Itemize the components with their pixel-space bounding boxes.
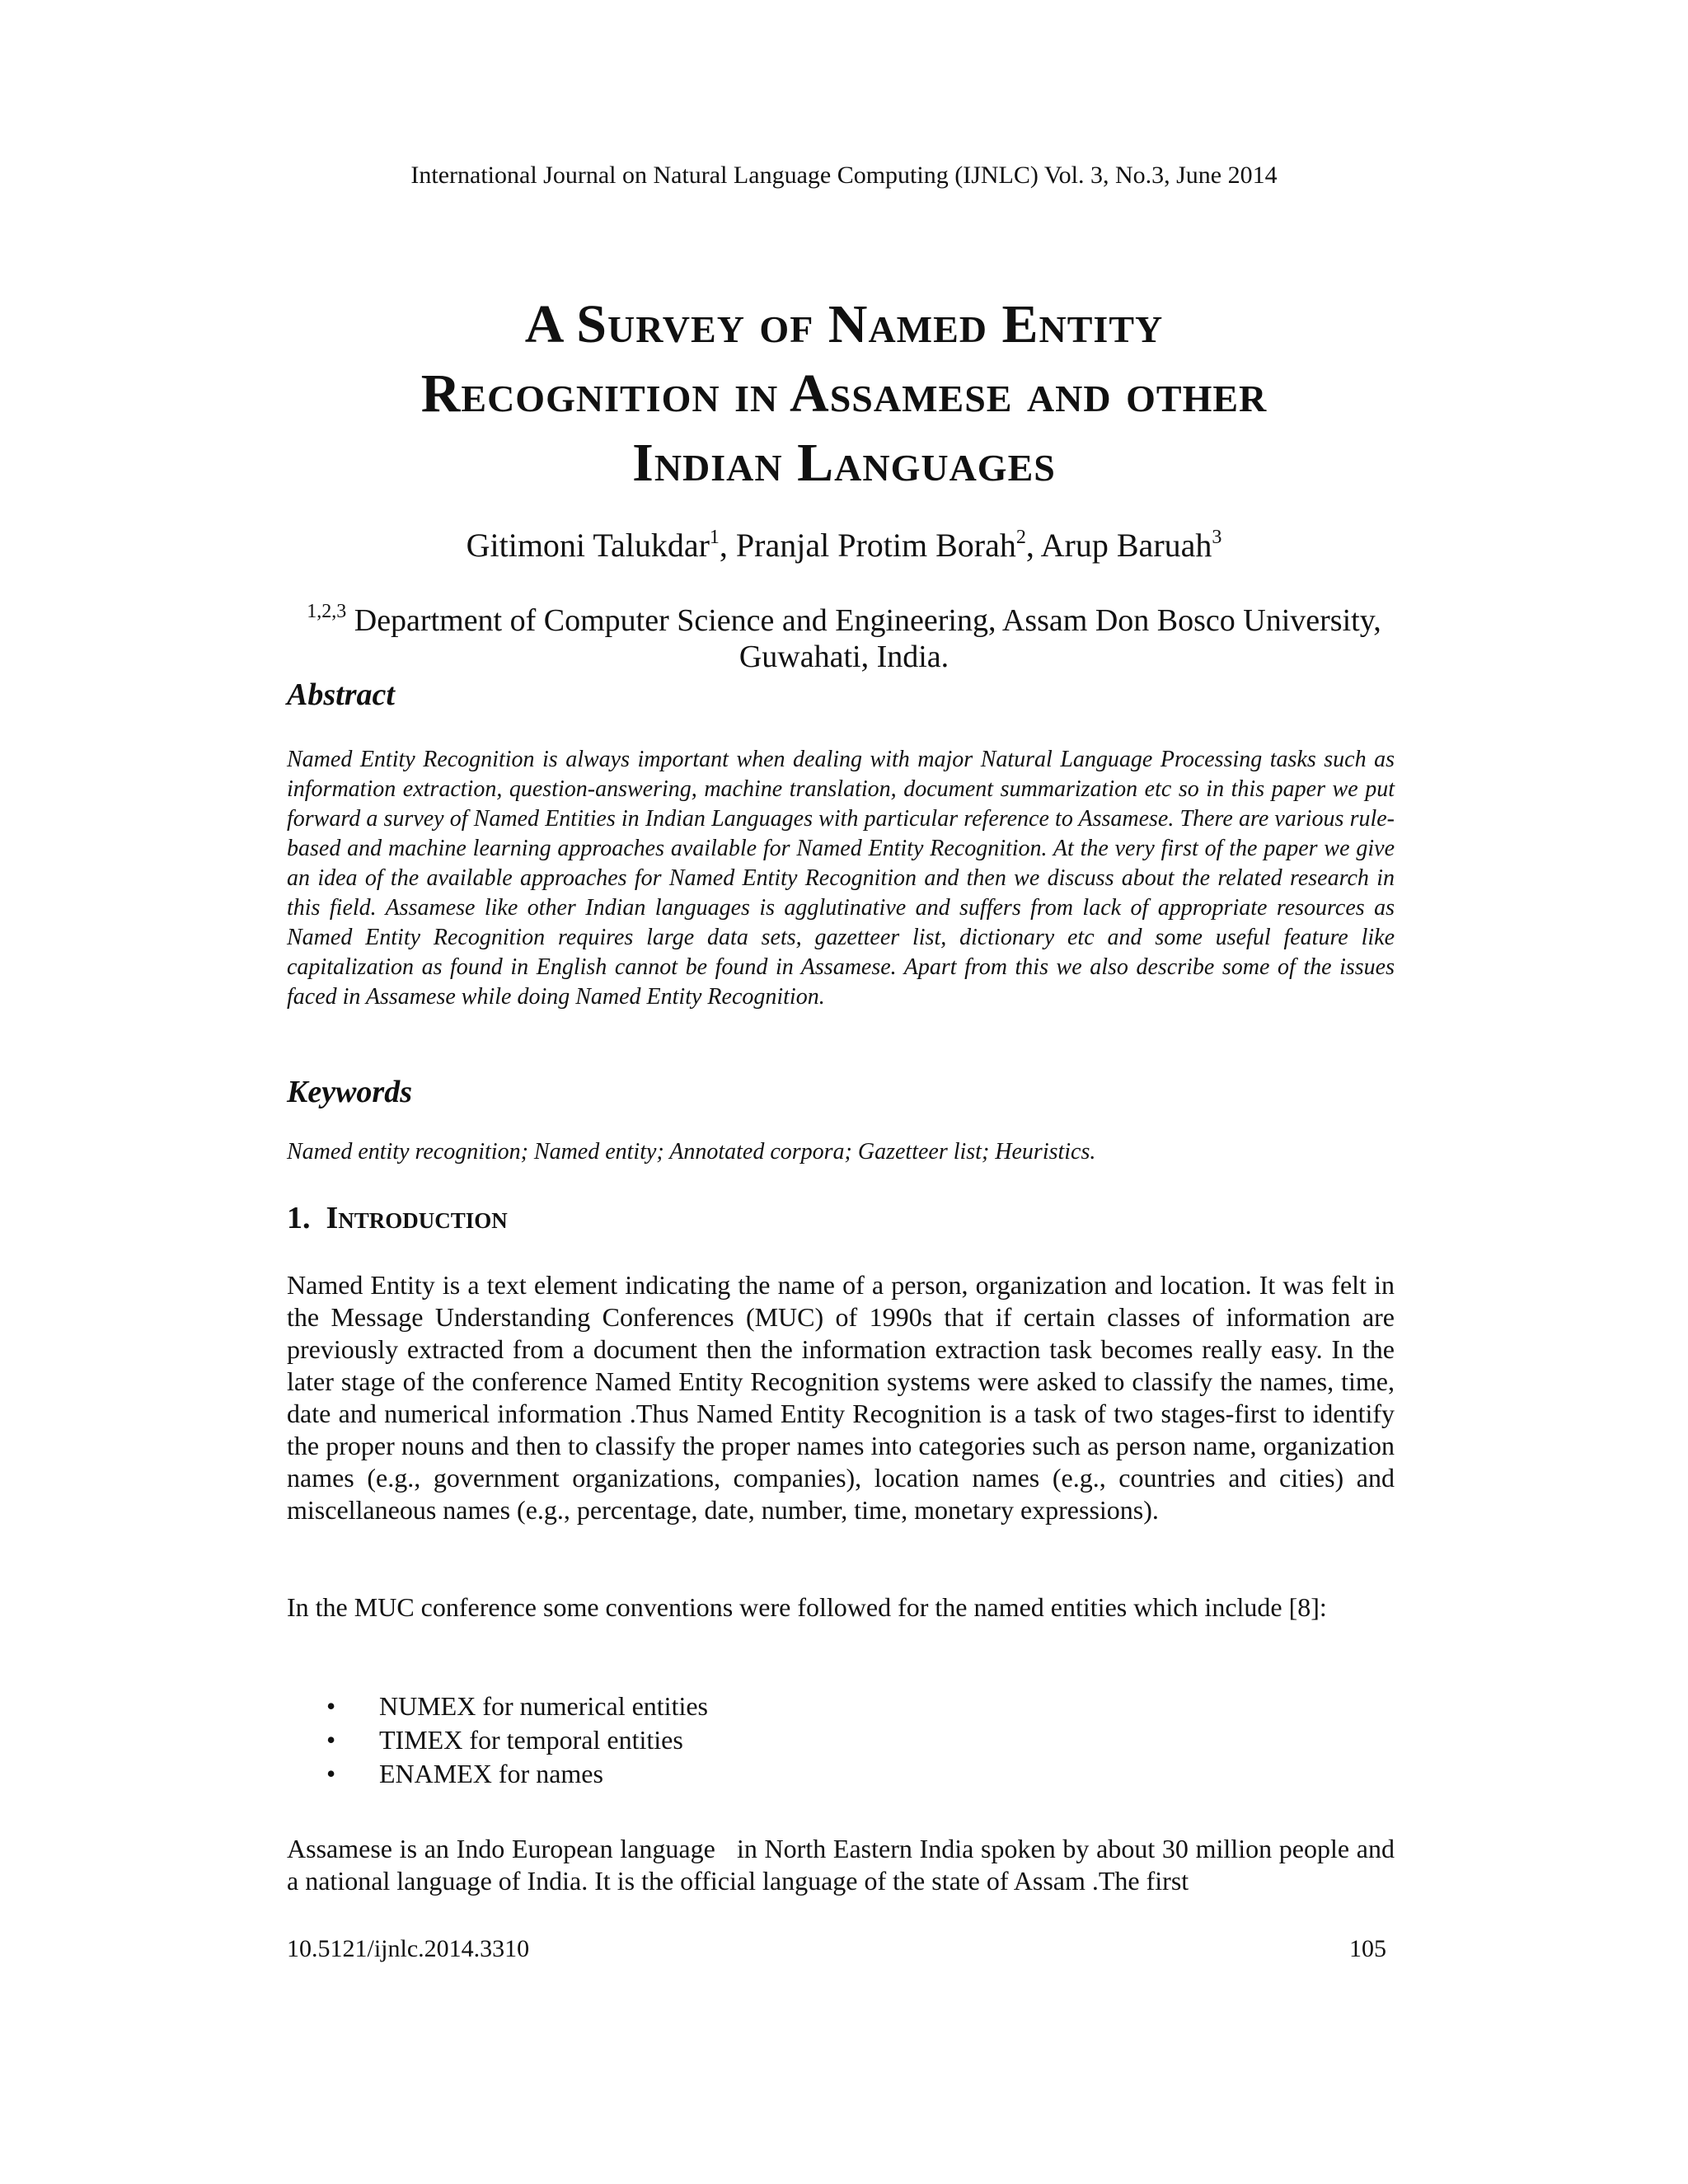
abstract-text: Named Entity Recognition is always important when dealing with major Natural Language Processing tasks such as information extraction, question-answering, machine translation, document summarization etc so in this paper we put forward a survey of Named Entities in Indian Languages with particular reference to Assamese. There are various rule-based and machine learning approaches available for Named Entity Recognition. At the very first of the paper we give an idea of the available approaches for Named Entity Recognition and then we discuss about the related research in this field. Assamese like other Indian languages is agglutinative and suffers from lack of appropriate resources as Named Entity Recognition requires large data sets, gazetteer list, dictionary etc and some useful feature like capitalization as found in English cannot be found in Assamese. Apart from this we also describe some of the issues faced in Assamese while doing Named Entity Recognition. [287,747,1395,1010]
author-separator: , [719,527,736,564]
intro-paragraph-3: Assamese is an Indo European language in North Eastern India spoken by about 30 million people and a national language of India. It is the official language of the state of Assam .The first [287,1834,1401,1896]
title-line: Recognition in Assamese and other [420,363,1268,424]
list-item [326,1690,708,1723]
intro-paragraph-1: Named Entity is a text element indicating the name of a person, organization and location. It was felt in the Message Understanding Conferences (MUC) of 1990s that if certain classes of information are previously extracted from a document then the information extraction task becomes really easy. In the later stage of the conference Named Entity Recognition systems were asked to classify the names, time, date and numerical information .Thus Named Entity Recognition is a task of two stages-first to identify the proper nouns and then to classify the proper names into categories such as person name, organization names (e.g., government organizations, companies), location names (e.g., countries and cities) and miscellaneous names (e.g., percentage, date, number, time, monetary expressions). [287,1270,1395,1525]
author-mark: 2 [1015,527,1026,548]
title-line: A Survey of Named Entity [524,294,1164,354]
title-line: Indian Languages [632,433,1056,493]
abstract-heading: Abstract [287,677,395,712]
author-mark: 3 [1212,527,1222,548]
paper-title [247,290,1441,498]
page-number: 105 [1349,1935,1386,1962]
doi: 10.5121/ijnlc.2014.3310 [287,1935,530,1962]
list-item-text: ENAMEX for names [379,1759,603,1788]
keywords-heading: Keywords [287,1075,412,1109]
author-name: Pranjal Protim Borah [735,527,1016,564]
keywords-text: Named entity recognition; Named entity; Annotated corpora; Gazetteer list; Heuristics. [287,1139,1096,1165]
author-separator: , [1025,527,1041,564]
author-name: Arup Baruah [1040,527,1212,564]
affiliation-text: Department of Computer Science and Engineering, Assam Don Bosco University, Guwahati, India. [346,603,1381,674]
list-item [326,1723,708,1757]
author-name: Gitimoni Talukdar [466,527,710,564]
author-list [0,525,1688,566]
bullet-list [326,1690,708,1791]
journal-header: International Journal on Natural Language Computing (IJNLC) Vol. 3, No.3, June 2014 [410,162,1278,189]
bullet-icon: • [326,1725,336,1755]
affiliation-marks: 1,2,3 [307,601,347,622]
list-item [326,1757,708,1791]
intro-paragraph-2: In the MUC conference some conventions were followed for the named entities which include [8]: [287,1592,1327,1622]
section-title: Introduction [326,1201,508,1235]
bullet-icon: • [326,1691,336,1721]
author-mark: 1 [709,527,720,548]
section-number: 1. [287,1201,311,1235]
list-item-text: TIMEX for temporal entities [379,1725,683,1755]
list-item-text: NUMEX for numerical entities [379,1691,708,1721]
affiliation [247,602,1441,675]
bullet-icon: • [326,1759,336,1788]
section-heading-introduction [287,1199,508,1237]
